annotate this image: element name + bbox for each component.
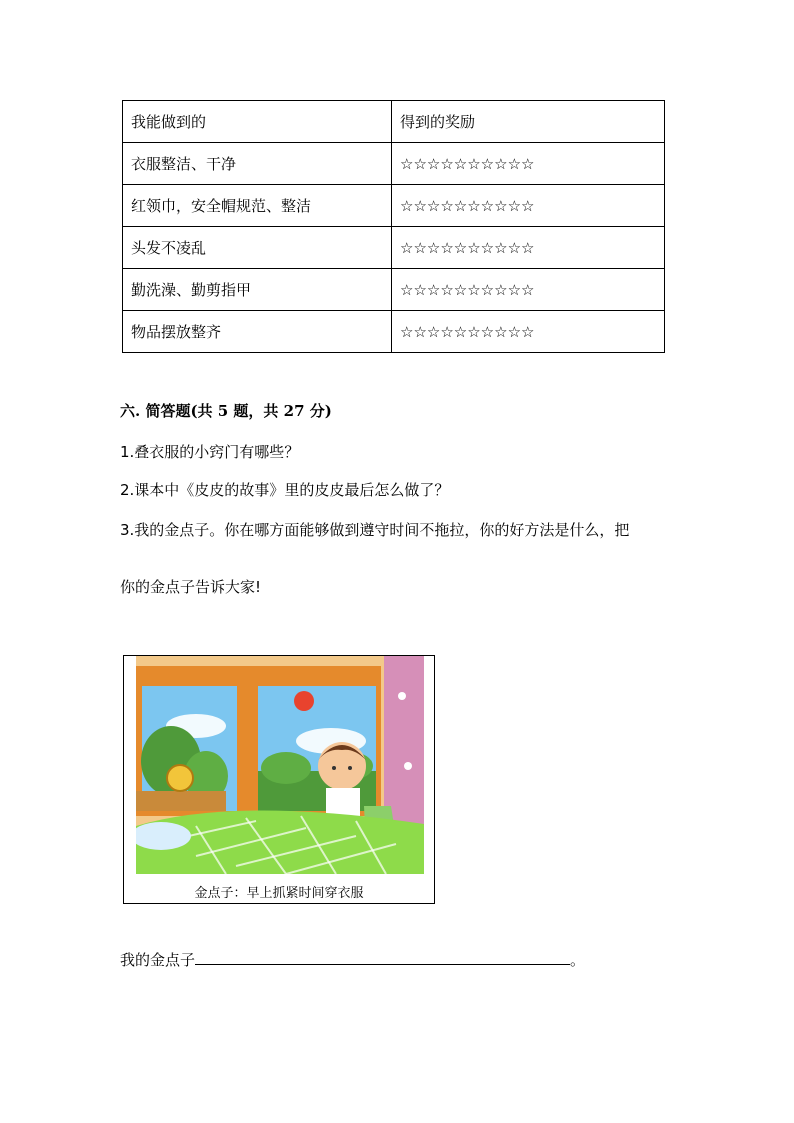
question-3-continued: 你的金点子告诉大家!	[120, 578, 262, 596]
header-cell: 得到的奖励	[392, 101, 665, 143]
item-cell: 头发不凌乱	[123, 227, 392, 269]
answer-prefix: 我的金点子	[120, 951, 196, 969]
item-cell: 红领巾，安全帽规范、整洁	[123, 185, 392, 227]
item-cell: 物品摆放整齐	[123, 311, 392, 353]
bedroom-illustration	[136, 656, 424, 874]
section-title: 六. 简答题(共 5 题，共 27 分)	[120, 402, 332, 420]
illustration-figure	[123, 655, 435, 904]
reward-stars: ☆☆☆☆☆☆☆☆☆☆	[392, 185, 665, 227]
item-cell: 勤洗澡、勤剪指甲	[123, 269, 392, 311]
table-row	[123, 311, 665, 353]
sun-icon	[294, 691, 314, 711]
question-1: 1.叠衣服的小窍门有哪些？	[120, 443, 300, 461]
reward-table	[122, 100, 665, 353]
answer-line	[120, 949, 585, 970]
alarm-clock-icon	[167, 765, 193, 791]
reward-stars: ☆☆☆☆☆☆☆☆☆☆	[392, 311, 665, 353]
reward-stars: ☆☆☆☆☆☆☆☆☆☆	[392, 143, 665, 185]
table-header-row	[123, 101, 665, 143]
table-row	[123, 227, 665, 269]
reward-stars: ☆☆☆☆☆☆☆☆☆☆	[392, 269, 665, 311]
header-cell: 我能做到的	[123, 101, 392, 143]
table-row	[123, 269, 665, 311]
reward-stars: ☆☆☆☆☆☆☆☆☆☆	[392, 227, 665, 269]
answer-blank[interactable]	[195, 950, 570, 965]
answer-suffix: 。	[570, 951, 586, 969]
question-3: 3.我的金点子。你在哪方面能够做到遵守时间不拖拉，你的好方法是什么，把	[120, 521, 630, 539]
table-row	[123, 185, 665, 227]
figure-caption: 金点子：早上抓紧时间穿衣服	[194, 886, 364, 901]
table-row	[123, 143, 665, 185]
item-cell: 衣服整洁、干净	[123, 143, 392, 185]
question-2: 2.课本中《皮皮的故事》里的皮皮最后怎么做了？	[120, 481, 450, 499]
